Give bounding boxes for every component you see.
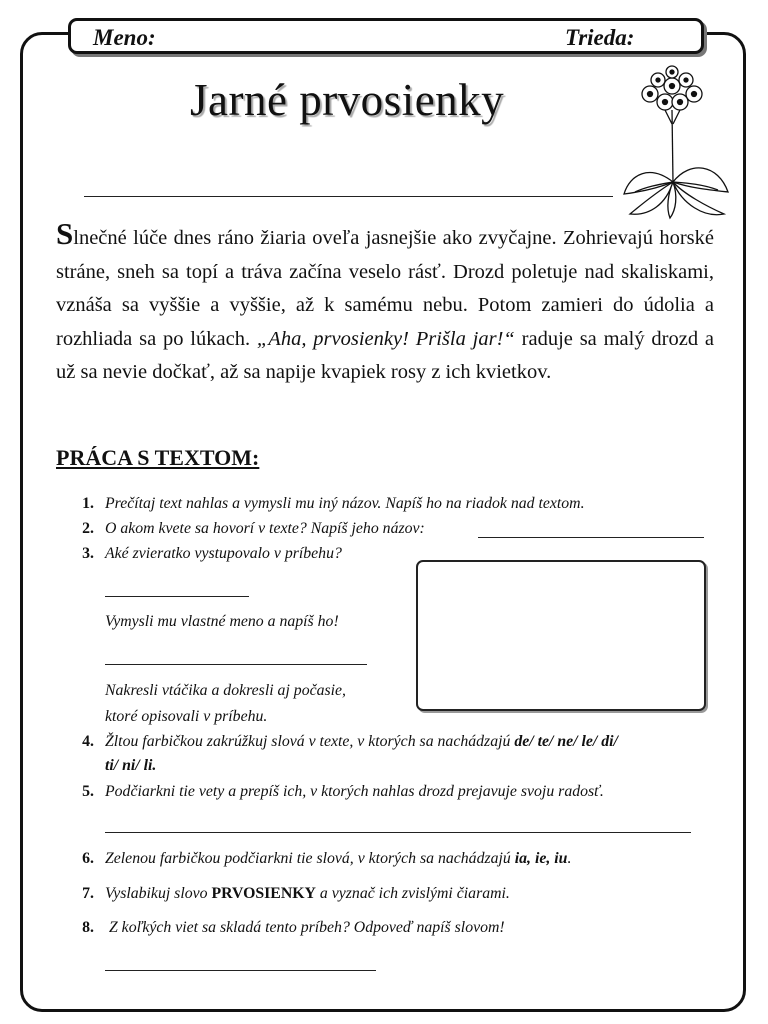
new-title-write-line[interactable] [84,196,613,197]
task-8-number: 8. [82,919,94,936]
name-label: Meno: [93,25,156,50]
drawing-box[interactable] [416,560,706,711]
story-part-1: lnečné lúče dnes ráno žiaria oveľa jasnejšie ako zvyčajne. Zohrievajú horské stráne, sneh sa topí a tráva začína veselo rásť. Drozd poletuje nad skaliskami, vznáša sa vyššie a vyššie, až k samému nebu. Potom zamieri do údolia a rozhliada sa po lúkach. [56,227,714,350]
task-4-text: Žltou farbičkou zakrúžkuj slová v texte, v ktorých sa nachádzajú [105,733,515,750]
task-6-text: Zelenou farbičkou podčiarkni tie slová, v ktorých sa nachádzajú [105,850,515,867]
task-2-number: 2. [82,520,94,537]
primrose-flower-icon [620,64,732,222]
task-7-text-a: Vyslabikuj slovo [105,885,212,902]
task-5-number: 5. [82,783,94,800]
task-4-syllables-2: ti/ ni/ li. [105,757,157,774]
task-8-text: Z koľkých viet sa skladá tento príbeh? Odpoveď napíš slovom! [105,919,505,936]
task-8-answer-line[interactable] [105,970,376,971]
task-3-number: 3. [82,545,94,562]
task-7-word: PRVOSIENKY [211,885,316,902]
task-1-number: 1. [82,495,94,512]
task-2-text: O akom kvete sa hovorí v texte? Napíš jeho názov: [105,520,425,537]
task-7-number: 7. [82,885,94,902]
task-5-answer-line[interactable] [105,832,691,833]
task-7-text-b: a vyznač ich zvislými čiarami. [315,885,510,902]
task-4-number: 4. [82,733,94,750]
story-initial: S [56,216,74,251]
class-label: Trieda: [565,25,635,50]
story-part-2: raduje sa malý drozd a už sa nevie dočkať, až sa napije kvapiek rosy z ich kvietkov. [56,327,715,383]
task-3-name-line[interactable] [105,664,367,665]
task-6-letters: ia, ie, iu [514,850,568,867]
task-1-text: Prečítaj text nahlas a vymysli mu iný názov. Napíš ho na riadok nad textom. [105,495,585,512]
task-6-end: . [567,850,572,867]
task-4-syllables-1: de/ te/ ne/ le/ di/ [514,733,618,750]
task-3-draw-prompt-1: Nakresli vtáčika a dokresli aj počasie, [105,682,346,699]
task-5-text: Podčiarkni tie vety a prepíš ich, v ktorých nahlas drozd prejavuje svoju radosť. [105,783,604,800]
story-text [56,216,715,390]
task-3-text: Aké zvieratko vystupovalo v príbehu? [105,545,342,562]
story-quote: „Aha, prvosienky! Prišla jar!“ [256,327,515,350]
task-3-name-prompt: Vymysli mu vlastné meno a napíš ho! [105,613,339,630]
task-3-draw-prompt-2: ktoré opisovali v príbehu. [105,708,268,725]
task-3-animal-line[interactable] [105,596,249,597]
name-class-header [68,18,704,54]
worksheet-title: Jarné prvosienky [190,75,505,125]
section-heading: PRÁCA S TEXTOM: [56,445,260,470]
task-2-answer-line[interactable] [478,537,704,538]
task-6-number: 6. [82,850,94,867]
